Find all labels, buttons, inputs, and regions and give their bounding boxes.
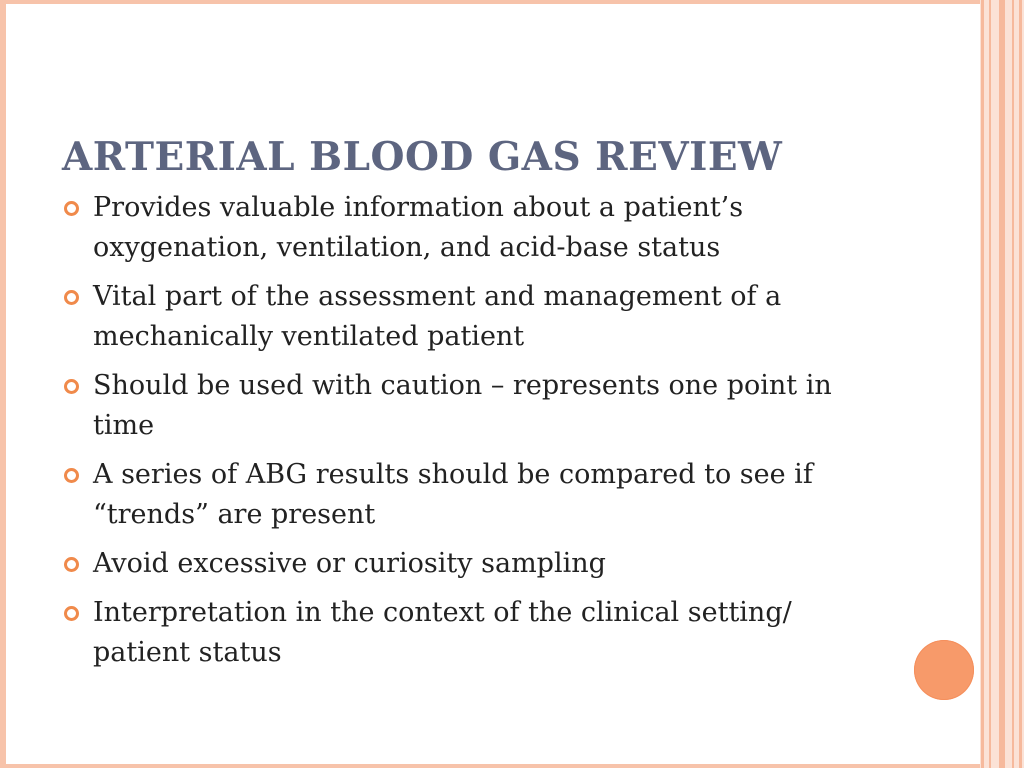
slide-border-top (0, 0, 980, 4)
bullet-text: Interpretation in the context of the clinical setting/ patient status (93, 597, 792, 668)
decorative-stripe (999, 0, 1005, 768)
circle-bullet-icon (64, 468, 79, 483)
circle-bullet-icon (64, 201, 79, 216)
circle-bullet-icon (64, 290, 79, 305)
bullet-text: Should be used with caution – represents one point in time (93, 370, 832, 441)
decorative-circle (914, 640, 974, 700)
bullet-item (62, 455, 872, 535)
bullet-text: Avoid excessive or curiosity sampling (93, 548, 606, 579)
bullet-list (62, 188, 872, 682)
circle-bullet-icon (64, 557, 79, 572)
decorative-stripe (1012, 0, 1014, 768)
decorative-stripe (981, 0, 984, 768)
circle-bullet-icon (64, 606, 79, 621)
bullet-item (62, 277, 872, 357)
slide-title: ARTERIAL BLOOD GAS REVIEW (62, 134, 783, 181)
bullet-text: Vital part of the assessment and management of a mechanically ventilated patient (93, 281, 782, 352)
slide-border-bottom (0, 764, 980, 768)
bullet-item (62, 188, 872, 268)
slide-border-left (0, 0, 6, 768)
bullet-text: Provides valuable information about a patient’s oxygenation, ventilation, and acid-base status (93, 192, 744, 263)
circle-bullet-icon (64, 379, 79, 394)
bullet-item (62, 593, 872, 673)
bullet-text: A series of ABG results should be compared to see if “trends” are present (93, 459, 813, 530)
bullet-item (62, 366, 872, 446)
decorative-stripe (1019, 0, 1022, 768)
bullet-item (62, 544, 872, 584)
decorative-stripe (989, 0, 991, 768)
